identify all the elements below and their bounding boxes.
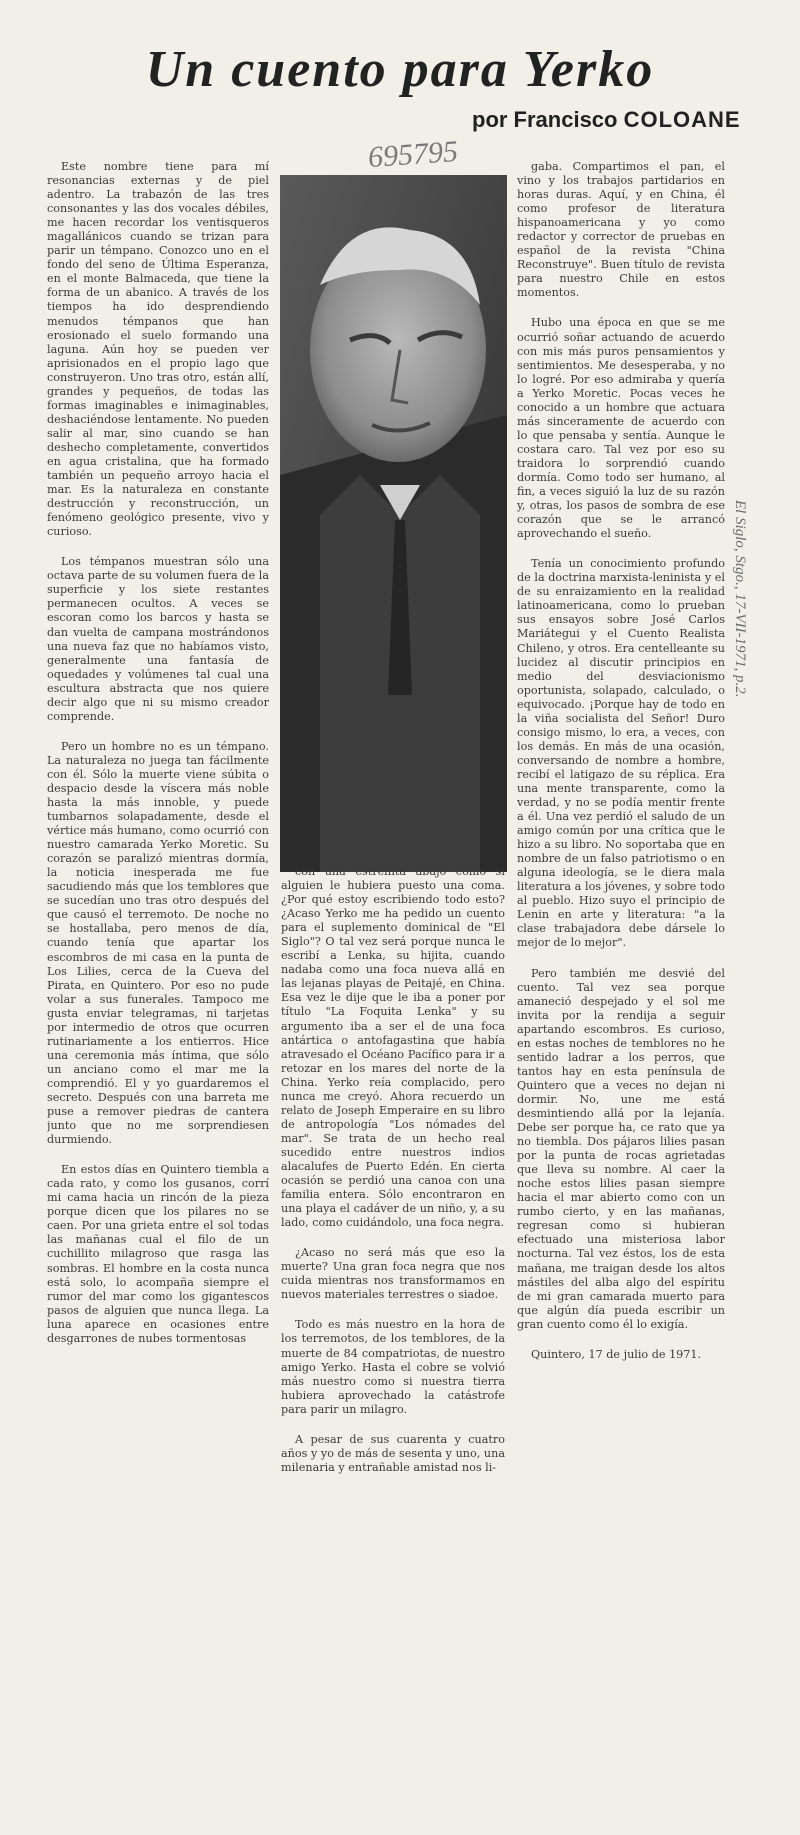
column-1 <box>47 160 269 1820</box>
paragraph: A pesar de sus cuarenta y cuatro años y yo de más de sesenta y uno, una milenaria y entrañable amistad nos li- <box>281 1432 505 1474</box>
paragraph: Este nombre tiene para mí resonancias externas y de piel adentro. La trabazón de las tres consonantes y las dos vocales débiles, me hacen recordar los ventisqueros magallánicos cuando se trizan para parir un témpano. Conozco uno en el fondo del seno de Última Esperanza, en el monte Balmaceda, que tiene la forma de un abanico. A través de los tiempos ha ido desprendiendo menudos témpanos que han erosionado el suelo formando una laguna. Aún hoy se pueden ver aprisionados en el propio lago que construyeron. Uno tras otro, están allí, grandes y pequeños, de todas las formas imaginables e inimaginables, deshaciéndose lentamente. No pueden salir al mar, sino cuando se han deshecho completamente, convertidos en agua cristalina, que ha formado también un pequeño arroyo hacia el mar. Es la naturaleza en constante destrucción y reconstrucción, un fenómeno geológico presente, vivo y curioso. <box>47 160 269 539</box>
byline <box>472 107 741 133</box>
portrait-image <box>280 175 507 872</box>
article-title: Un cuento para Yerko <box>145 41 655 98</box>
column-3 <box>517 160 725 1820</box>
paragraph: Hubo una época en que se me ocurrió soñar actuando de acuerdo con mis más puros pensamientos y sentimientos. Me desesperaba, y no lo logré. Por eso admiraba y quería a Yerko Moretic. Pocas veces he conocido a un hombre que actuara más sinceramente de acuerdo con lo que pensaba y sentía. Aunque le costara caro. Tal vez por eso su traidora lo sorprendió cuando dormía. Como todo ser humano, al fin, a veces siguió la luz de su razón y, otras, los pasos de sombra de ese corazón que se le arrancó aprovechando el sueño. <box>517 316 725 541</box>
paragraph: Pero también me desvié del cuento. Tal vez sea porque amaneció despejado y el sol me invita por la rendija a seguir apartando escombros. Es curioso, en estas noches de temblores no he sentido ladrar a los perros, que tantos hay en esta península de Quintero que a veces no dejan ni dormir. No, une me está desmintiendo allá por la lejanía. Debe ser porque ha, ce rato que ya no tiembla. Dos pájaros lilies pasan por la punta de rocas agrietadas que lleva su nombre. Al caer la noche estos lilies pasan siempre hacia el mar abierto como con un rumbo cierto, y en las mañanas, regresan como si hubieran efectuado una misteriosa labor nocturna. Tal vez éstos, los de esta mañana, me traigan desde los altos mástiles del alba algo del espíritu de mi gran camarada muerto para que algún día pueda escribir un gran cuento como él lo exigía. <box>517 966 725 1331</box>
portrait-photo <box>280 175 507 872</box>
byline-prefix: por Francisco <box>472 107 618 132</box>
paragraph: Los témpanos muestran sólo una octava parte de su volumen fuera de la superficie y los siete restantes permanecen ocultos. A veces se escoran como los barcos y hasta se dan vuelta de campana mostrándonos una nueva faz que no habíamos visto, generalmente una fantasía de oquedades y volúmenes tal cual una escultura abstracta que nos quiere decir algo que ni su mismo creador comprende. <box>47 555 269 723</box>
paragraph: ¿Acaso no será más que eso la muerte? Una gran foca negra que nos cuida mientras nos transformamos en nuevos materiales terrestres o siadoe. <box>281 1246 505 1302</box>
handwritten-catalog-number: 695795 <box>366 134 460 175</box>
paragraph: Tenía un conocimiento profundo de la doctrina marxista-leninista y el de su enraizamiento en la realidad latinoamericana, como lo prueban sus ensayos sobre José Carlos Mariátegui y el Cuento Realista Chileno, y otros. Era centelleante su lucidez al discutir principios en medio del desviacionismo oportunista, solapado, calculado, o equivocado. ¡Porque hay de todo en la viña socialista del Señor! Duro consigo mismo, lo era, a veces, con los demás. En más de una ocasión, conversando de nombre a hombre, recibí el latigazo de su réplica. Era una mente transparente, como la verdad, y no se podía mentir frente a él. Una vez perdió el saludo de un amigo común por una crítica que le hizo a su libro. No soportaba que en nombre de un falso patriotismo o en alguna ideología, se le diera mala literatura a los jóvenes, y sobre todo al pueblo. Hizo suyo el principio de Lenin en arte y literatura: "a la clase trabajadora debe dársele lo mejor de lo mejor". <box>517 557 725 950</box>
column-2 <box>281 865 505 1820</box>
byline-surname: COLOANE <box>623 107 741 132</box>
paragraph: Pero un hombre no es un témpano. La naturaleza no juega tan fácilmente con él. Sólo la muerte viene súbita o despacio desde la víscera más noble hasta la más innoble, y puede tumbarnos solapadamente, desde el vértice más humano, como ocurrió con nuestro camarada Yerko Moretic. Su corazón se paralizó mientras dormía, la noticia inesperada me fue sacudiendo más que los temblores que se sucedían uno tras otro después del que causó el terremoto. De noche no se hostallaba, pero menos de día, cuando tenía que apartar los escombros de mi casa en la punta de Los Lilies, cerca de la Cueva del Pirata, en Quintero. Por eso no pude volar a sus funerales. Tampoco me gusta enviar telegramas, ni tarjetas por intermedio de otros que ocurren rutinariamente a los entierros. Hice una ceremonia más íntima, que sólo un anciano como el mar me la comprendió. El y yo guardaremos el secreto. Después con una barreta me puse a remover piedras de cantera junto que no me sorprendiesen durmiendo. <box>47 739 269 1147</box>
paragraph: En estos días en Quintero tiembla a cada rato, y como los gusanos, corrí mi cama hacia un rincón de la pieza porque dicen que los pilares no se caen. Por una grieta entre el sol todas las mañanas cual el filo de un cuchillito milagroso que rasga las sombras. El hombre en la costa nunca está solo, lo acompaña siempre el rumor del mar como los gigantescos pasos de alguien que nunca llega. La luna aparece en ocasiones entre desgarrones de nubes tormentosas <box>47 1163 269 1345</box>
paragraph: Todo es más nuestro en la hora de los terremotos, de los temblores, de la muerte de 84 compatriotas, de nuestro amigo Yerko. Hasta el cobre se volvió más nuestro como si nuestra tierra hubiera aprovechado la catástrofe para parir un milagro. <box>281 1318 505 1416</box>
dateline: Quintero, 17 de julio de 1971. <box>531 1347 702 1361</box>
paragraph: con una estrellita abajo como si alguien le hubiera puesto una coma. ¿Por qué estoy escribiendo todo esto? ¿Acaso Yerko me ha pedido un cuento para el suplemento dominical de "El Siglo"? O tal vez será porque nunca le escribí a Lenka, su hijita, cuando nadaba como una foca nueva allá en las lejanas playas de Peitajé, en China. Esa vez le dije que le iba a poner por título "La Foquita Lenka" y su argumento iba a ser el de una foca antártica o antofagastina que había atravesado el Océano Pacífico para ir a retozar en los mares del norte de la China. Yerko reía complacido, pero nunca me creyó. Ahora recuerdo un relato de Joseph Emperaire en su libro de antropología "Los nómades del mar". Se trata de un hecho real sucedido entre nuestros indios alacalufes de Puerto Edén. En cierta ocasión se perdió una canoa con una familia entera. Sólo encontraron en una playa el cadáver de un niño, y, a su lado, como cuidándolo, una foca negra. <box>281 865 505 1230</box>
paragraph: gaba. Compartimos el pan, el vino y los trabajos partidarios en horas duras. Aquí, y en China, él como profesor de literatura hispanoamericana y yo como redactor y corrector de pruebas en español de la revista "China Reconstruye". Buen título de revista para nuestro Chile en estos momentos. <box>517 160 725 300</box>
handwritten-source-note: El Siglo, Stgo., 17-VII-1971, p.2. <box>732 500 748 698</box>
